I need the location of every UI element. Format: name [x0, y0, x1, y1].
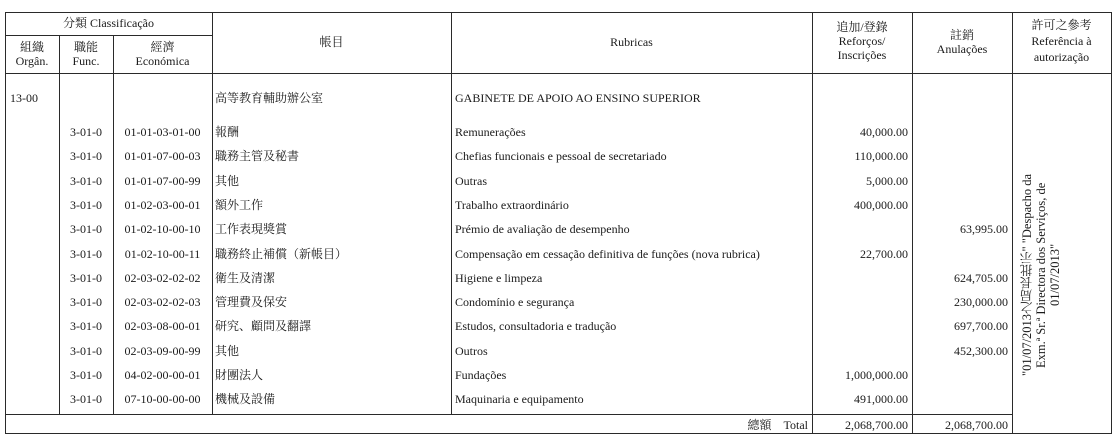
- cell-cancel: 697,700.00: [954, 319, 1008, 333]
- cell-rubric-pt: Estudos, consultadoria e tradução: [455, 319, 617, 333]
- header-organ-pt: Orgân.: [15, 54, 49, 68]
- cell-func: 3-01-0: [70, 319, 102, 333]
- cell-econ: 02-03-09-00-99: [124, 344, 201, 358]
- total-reinforce: 2,068,700.00: [845, 418, 908, 432]
- cell-econ: 01-02-03-00-01: [124, 198, 201, 212]
- cell-rubric-pt: Compensação em cessação definitiva de funções (nova rubrica): [455, 247, 760, 261]
- cell-func: 3-01-0: [70, 174, 102, 188]
- header-reinforce-pt2: Inscrições: [837, 48, 887, 62]
- border-right: [1111, 12, 1112, 434]
- cell-account-zh: 財團法人: [215, 368, 264, 382]
- cell-econ: 02-03-08-00-01: [124, 319, 201, 333]
- header-classification: 分類 Classificação: [63, 16, 154, 30]
- cell-cancel: 624,705.00: [954, 271, 1008, 285]
- cell-account-zh: 工作表現獎賞: [215, 222, 288, 236]
- header-account: 帳目: [319, 35, 344, 49]
- header-econ-zh: 經濟: [150, 40, 175, 54]
- cell-econ: 02-03-02-02-02: [124, 271, 201, 285]
- divider-total: [5, 414, 1012, 415]
- header-econ-pt: Económica: [135, 54, 190, 68]
- cell-cancel: 452,300.00: [954, 344, 1008, 358]
- cell-reinforce: 22,700.00: [860, 247, 908, 261]
- col-divider-econ: [212, 12, 213, 415]
- cell-func: 3-01-0: [70, 198, 102, 212]
- header-rubric: Rubricas: [610, 35, 653, 49]
- cell-account-zh: 額外工作: [215, 198, 264, 212]
- cell-econ: 01-02-10-00-10: [124, 222, 201, 236]
- cell-econ: 01-01-03-01-00: [124, 125, 201, 139]
- header-organ-zh: 組織: [19, 40, 44, 54]
- cell-reinforce: 491,000.00: [854, 392, 908, 406]
- cell-func: 3-01-0: [70, 222, 102, 236]
- cell-rubric-pt: Trabalho extraordinário: [455, 198, 569, 212]
- cell-account-zh: 衛生及清潔: [215, 271, 276, 285]
- cell-rubric-pt: Chefias funcionais e pessoal de secretariado: [455, 149, 667, 163]
- cell-reinforce: 1,000,000.00: [845, 368, 908, 382]
- cell-econ: 01-02-10-00-11: [124, 247, 201, 261]
- organ-name-pt: GABINETE DE APOIO AO ENSINO SUPERIOR: [455, 91, 701, 105]
- header-cancel-zh: 註銷: [949, 28, 974, 42]
- divider-header-bottom: [5, 73, 1112, 74]
- organ-name-zh: 高等教育輔助辦公室: [215, 91, 324, 105]
- cell-account-zh: 職務終止補償（新帳目）: [215, 247, 348, 261]
- cell-func: 3-01-0: [70, 344, 102, 358]
- cell-cancel: 63,995.00: [960, 222, 1008, 236]
- cell-rubric-pt: Higiene e limpeza: [455, 271, 543, 285]
- cell-func: 3-01-0: [70, 368, 102, 382]
- cell-econ: 04-02-00-00-01: [124, 368, 201, 382]
- cell-rubric-pt: Maquinaria e equipamento: [455, 392, 584, 406]
- header-auth-zh: 許可之參考: [1031, 18, 1092, 32]
- header-auth-pt2: autorização: [1033, 50, 1090, 64]
- cell-econ: 01-01-07-00-03: [124, 149, 201, 163]
- cell-account-zh: 其他: [215, 344, 240, 358]
- total-cancel: 2,068,700.00: [945, 418, 1008, 432]
- header-reinforce-pt1: Reforços/: [838, 34, 886, 48]
- col-divider-cancel: [1012, 12, 1013, 434]
- cell-reinforce: 40,000.00: [860, 125, 908, 139]
- cell-func: 3-01-0: [70, 295, 102, 309]
- cell-cancel: 230,000.00: [954, 295, 1008, 309]
- cell-econ: 07-10-00-00-00: [124, 392, 201, 406]
- header-func-zh: 職能: [73, 40, 98, 54]
- cell-func: 3-01-0: [70, 392, 102, 406]
- cell-rubric-pt: Condomínio e segurança: [455, 295, 575, 309]
- cell-econ: 01-01-07-00-99: [124, 174, 201, 188]
- cell-account-zh: 機械及設備: [215, 392, 276, 406]
- cell-econ: 02-03-02-02-03: [124, 295, 201, 309]
- cell-func: 3-01-0: [70, 247, 102, 261]
- cell-reinforce: 5,000.00: [866, 174, 908, 188]
- cell-rubric-pt: Remunerações: [455, 125, 526, 139]
- cell-rubric-pt: Prémio de avaliação de desempenho: [455, 222, 630, 236]
- header-auth-pt1: Referência à: [1031, 34, 1092, 48]
- cell-reinforce: 110,000.00: [854, 149, 908, 163]
- cell-func: 3-01-0: [70, 125, 102, 139]
- divider-classification: [5, 35, 212, 36]
- authorization-note: "01/07/2013之局長批示" "Despacho da Exm.ª Sr.ª Directora dos Serviços, de 01/07/2013": [1020, 173, 1062, 377]
- cell-account-zh: 其他: [215, 174, 240, 188]
- col-divider-account: [451, 12, 452, 415]
- cell-account-zh: 職務主管及秘書: [215, 149, 300, 163]
- organ-code: 13-00: [10, 91, 38, 105]
- cell-account-zh: 研究、顧問及翻譯: [215, 319, 312, 333]
- cell-account-zh: 管理費及保安: [215, 295, 288, 309]
- cell-rubric-pt: Fundações: [455, 368, 507, 382]
- border-bottom: [5, 433, 1112, 434]
- cell-reinforce: 400,000.00: [854, 198, 908, 212]
- header-cancel-pt: Anulações: [936, 42, 988, 56]
- cell-rubric-pt: Outras: [455, 174, 487, 188]
- border-left: [5, 12, 6, 434]
- header-func-pt: Func.: [72, 54, 100, 68]
- cell-func: 3-01-0: [70, 271, 102, 285]
- border-top: [5, 12, 1112, 13]
- total-label: 總額 Total: [747, 418, 808, 432]
- header-reinforce-zh: 追加/登錄: [836, 20, 888, 34]
- cell-func: 3-01-0: [70, 149, 102, 163]
- cell-account-zh: 報酬: [215, 125, 240, 139]
- cell-rubric-pt: Outros: [455, 344, 488, 358]
